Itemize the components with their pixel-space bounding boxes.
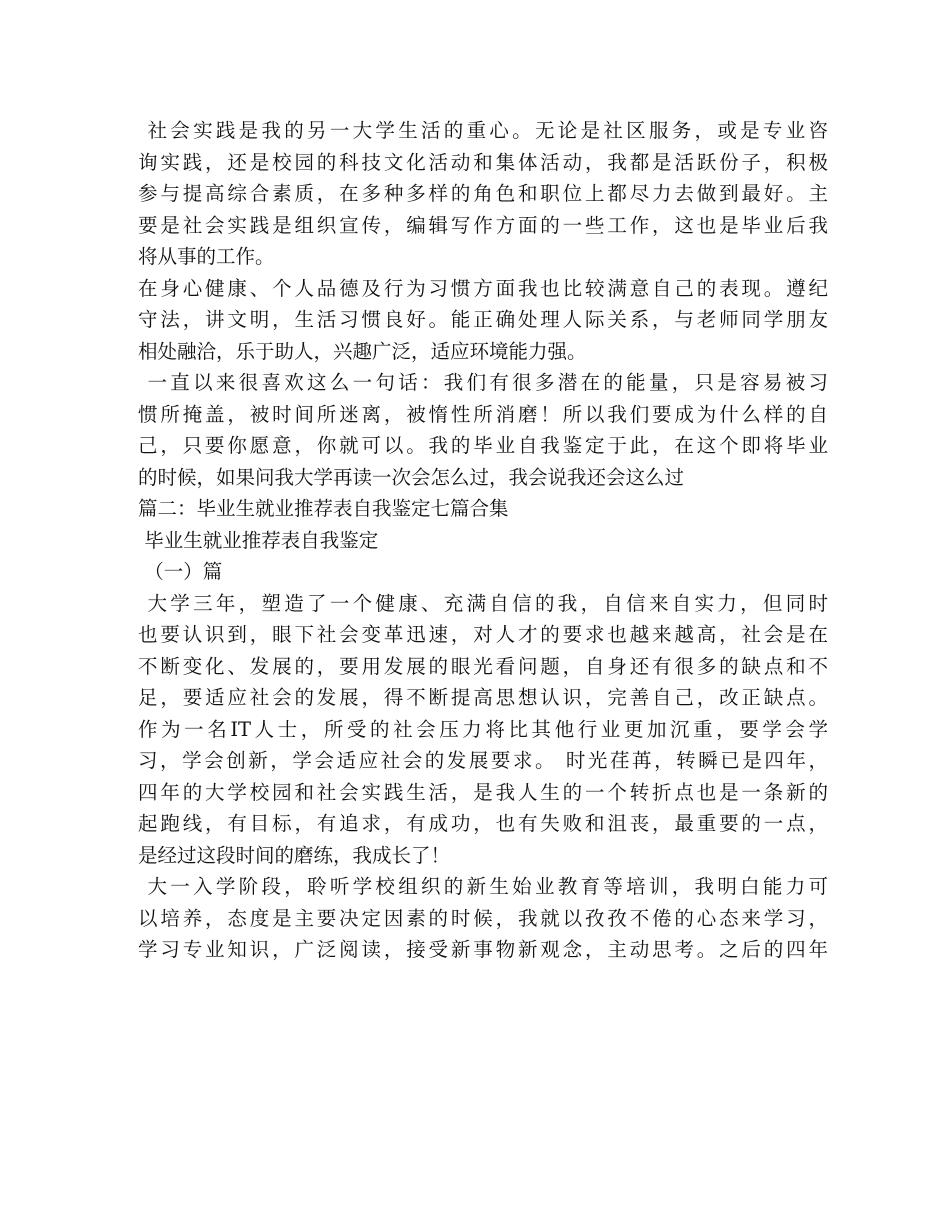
text-line: 足，要适应社会的发展，得不断提高思想认识，完善自己，改正缺点。 bbox=[138, 686, 828, 709]
text-line: 在身心健康、个人品德及行为习惯方面我也比较满意自己的表现。遵纪 bbox=[138, 276, 828, 300]
text-line: 守法，讲文明，生活习惯良好。能正确处理人际关系，与老师同学朋友 bbox=[138, 308, 828, 331]
text-line: 习，学会创新，学会适应社会的发展要求。 时光荏苒，转瞬已是四年， bbox=[138, 749, 828, 772]
text-line: 一直以来很喜欢这么一句话：我们有很多潜在的能量，只是容易被习 bbox=[138, 371, 828, 394]
document-body bbox=[138, 115, 828, 966]
text-line: 将从事的工作。 bbox=[138, 245, 275, 268]
text-line: 大学三年，塑造了一个健康、充满自信的我，自信来自实力，但同时 bbox=[138, 591, 828, 615]
text-line: 相处融洽，乐于助人，兴趣广泛，适应环境能力强。 bbox=[138, 339, 587, 363]
text-line: 询实践，还是校园的科技文化活动和集体活动，我都是活跃份子，积极 bbox=[138, 150, 828, 174]
section-heading: 篇二：毕业生就业推荐表自我鉴定七篇合集 bbox=[138, 497, 509, 520]
subheading: 毕业生就业推荐表自我鉴定 bbox=[138, 528, 379, 552]
subheading: （一）篇 bbox=[138, 560, 223, 583]
text-line: 要是社会实践是组织宣传，编辑写作方面的一些工作，这也是毕业后我 bbox=[138, 213, 828, 237]
text-line: 也要认识到，眼下社会变革迅速，对人才的要求也越来越高，社会是在 bbox=[138, 623, 828, 646]
text-line: 作为一名IT人士，所受的社会压力将比其他行业更加沉重，要学会学 bbox=[138, 717, 828, 741]
text-line: 四年的大学校园和社会实践生活，是我人生的一个转折点也是一条新的 bbox=[138, 780, 828, 804]
text-line: 学习专业知识，广泛阅读，接受新事物新观念，主动思考。之后的四年 bbox=[138, 938, 828, 961]
text-line: 大一入学阶段，聆听学校组织的新生始业教育等培训，我明白能力可 bbox=[138, 875, 828, 898]
text-line: 己，只要你愿意，你就可以。我的毕业自我鉴定于此，在这个即将毕业 bbox=[138, 434, 828, 457]
text-line: 是经过这段时间的磨练，我成长了！ bbox=[138, 843, 451, 867]
text-line: 以培养，态度是主要决定因素的时候，我就以孜孜不倦的心态来学习， bbox=[138, 906, 828, 930]
text-line: 的时候，如果问我大学再读一次会怎么过，我会说我还会这么过 bbox=[138, 465, 685, 489]
text-line: 参与提高综合素质，在多种多样的角色和职位上都尽力去做到最好。主 bbox=[138, 182, 828, 205]
text-line: 不断变化、发展的，要用发展的眼光看问题，自身还有很多的缺点和不 bbox=[138, 654, 828, 678]
text-line: 起跑线，有目标，有追求，有成功，也有失败和沮丧，最重要的一点， bbox=[138, 812, 828, 835]
text-line: 惯所掩盖，被时间所迷离，被惰性所消磨！所以我们要成为什么样的自 bbox=[138, 402, 828, 426]
text-line: 社会实践是我的另一大学生活的重心。无论是社区服务，或是专业咨 bbox=[138, 119, 828, 142]
